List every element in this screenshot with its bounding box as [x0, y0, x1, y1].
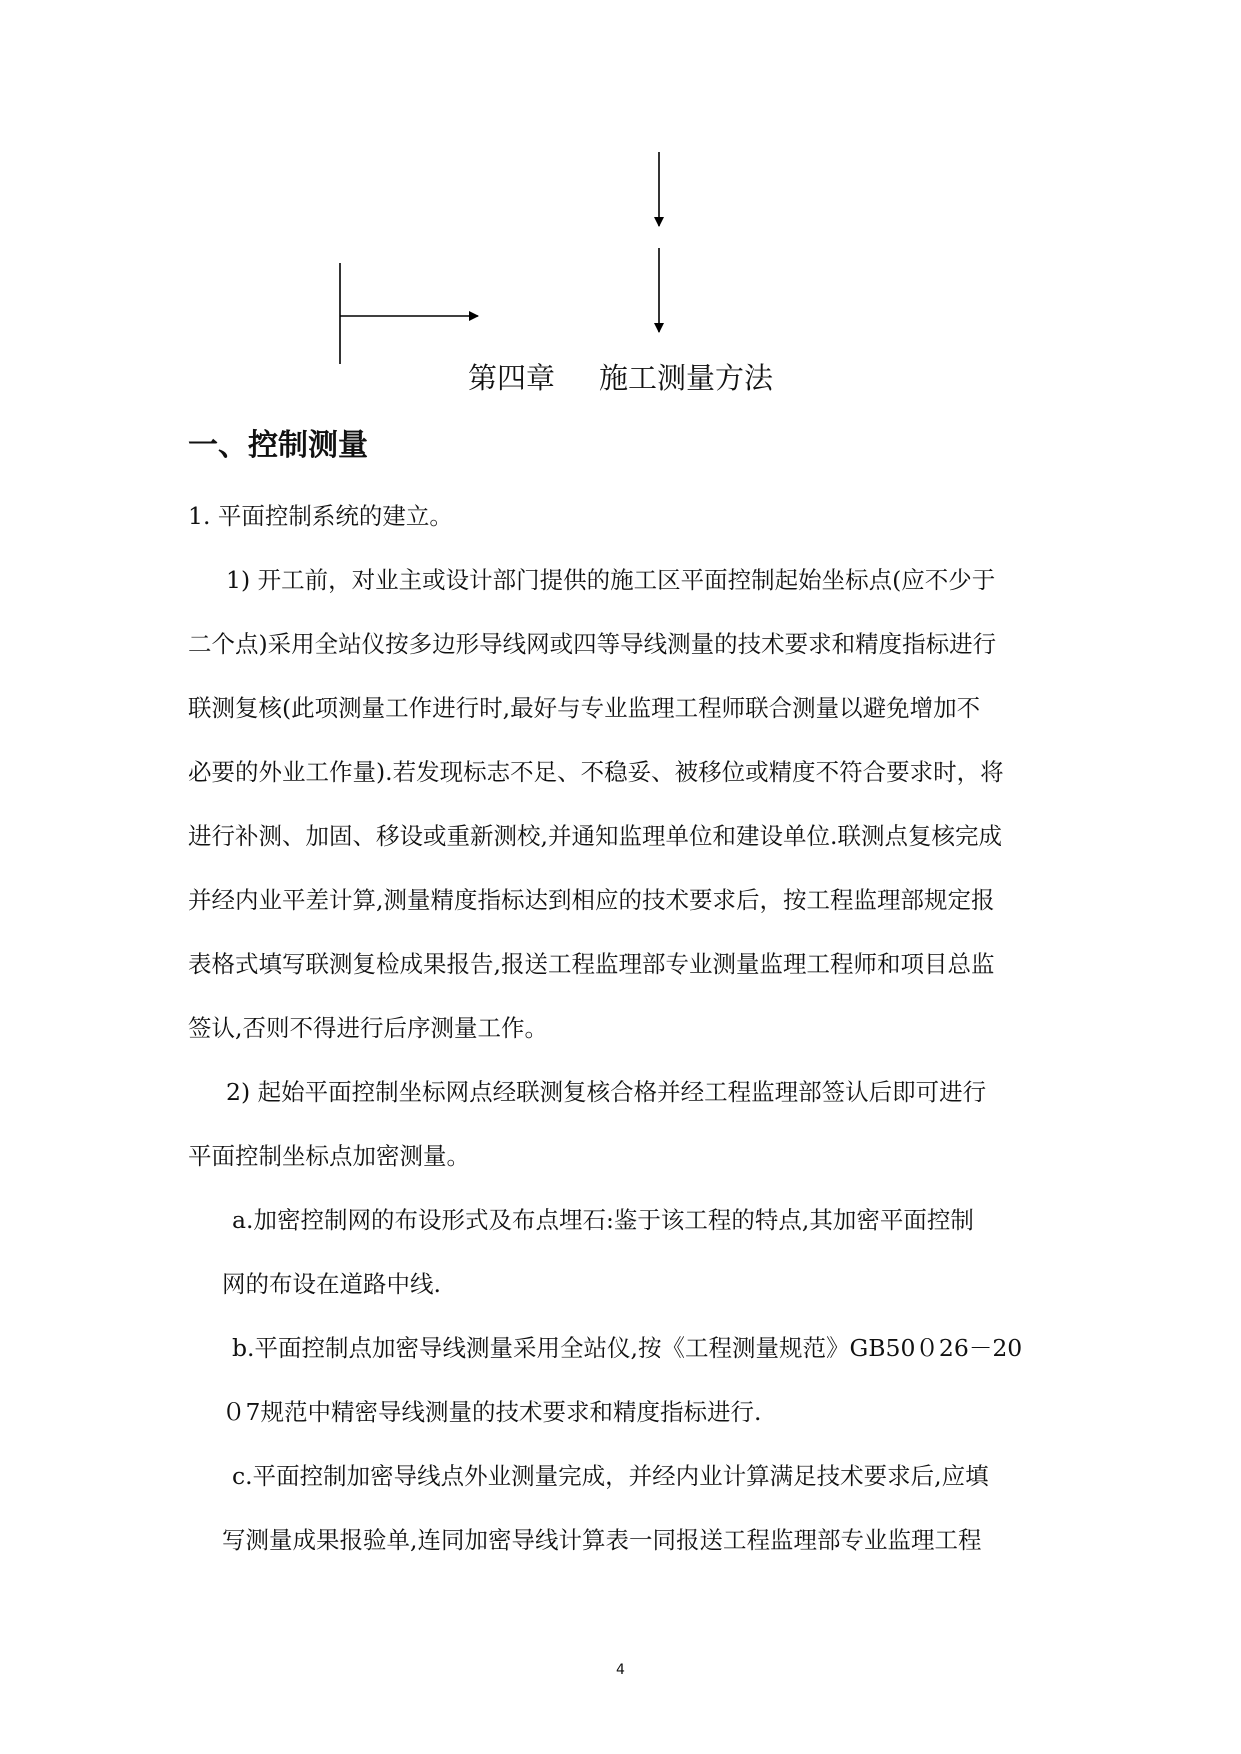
text-line: 平面控制坐标点加密测量。 — [188, 1142, 470, 1170]
text-line: ０7规范中精密导线测量的技术要求和精度指标进行. — [222, 1398, 762, 1426]
text-line: 必要的外业工作量).若发现标志不足、不稳妥、被移位或精度不符合要求时，将 — [188, 758, 1004, 786]
text-line: 1. 平面控制系统的建立。 — [188, 502, 453, 530]
text-line: b.平面控制点加密导线测量采用全站仪,按《工程测量规范》GB50０26－20 — [232, 1334, 1023, 1362]
text-line: 表格式填写联测复检成果报告,报送工程监理部专业测量监理工程师和项目总监 — [188, 950, 995, 978]
flowchart-arrows — [0, 0, 1241, 380]
text-line: a.加密控制网的布设形式及布点埋石:鉴于该工程的特点,其加密平面控制 — [232, 1206, 974, 1234]
text-line: 并经内业平差计算,测量精度指标达到相应的技术要求后，按工程监理部规定报 — [188, 886, 995, 914]
text-line: c.平面控制加密导线点外业测量完成，并经内业计算满足技术要求后,应填 — [232, 1462, 989, 1490]
text-line: 签认,否则不得进行后序测量工作。 — [188, 1014, 548, 1042]
page-number: 4 — [616, 1662, 625, 1678]
chapter-name: 施工测量方法 — [599, 361, 774, 395]
text-line: 二个点)采用全站仪按多边形导线网或四等导线测量的技术要求和精度指标进行 — [188, 630, 997, 658]
chapter-title — [0, 356, 1241, 400]
text-line: 网的布设在道路中线. — [222, 1270, 441, 1298]
text-line: 进行补测、加固、移设或重新测校,并通知监理单位和建设单位.联测点复核完成 — [188, 822, 1002, 850]
text-line: 2) 起始平面控制坐标网点经联测复核合格并经工程监理部签认后即可进行 — [226, 1078, 987, 1106]
section-heading: 一、控制测量 — [188, 428, 368, 463]
text-line: 1) 开工前，对业主或设计部门提供的施工区平面控制起始坐标点(应不少于 — [226, 566, 996, 594]
chapter-number: 第四章 — [467, 361, 555, 395]
text-line: 联测复核(此项测量工作进行时,最好与专业监理工程师联合测量以避免增加不 — [188, 694, 981, 722]
text-line: 写测量成果报验单,连同加密导线计算表一同报送工程监理部专业监理工程 — [222, 1526, 982, 1554]
